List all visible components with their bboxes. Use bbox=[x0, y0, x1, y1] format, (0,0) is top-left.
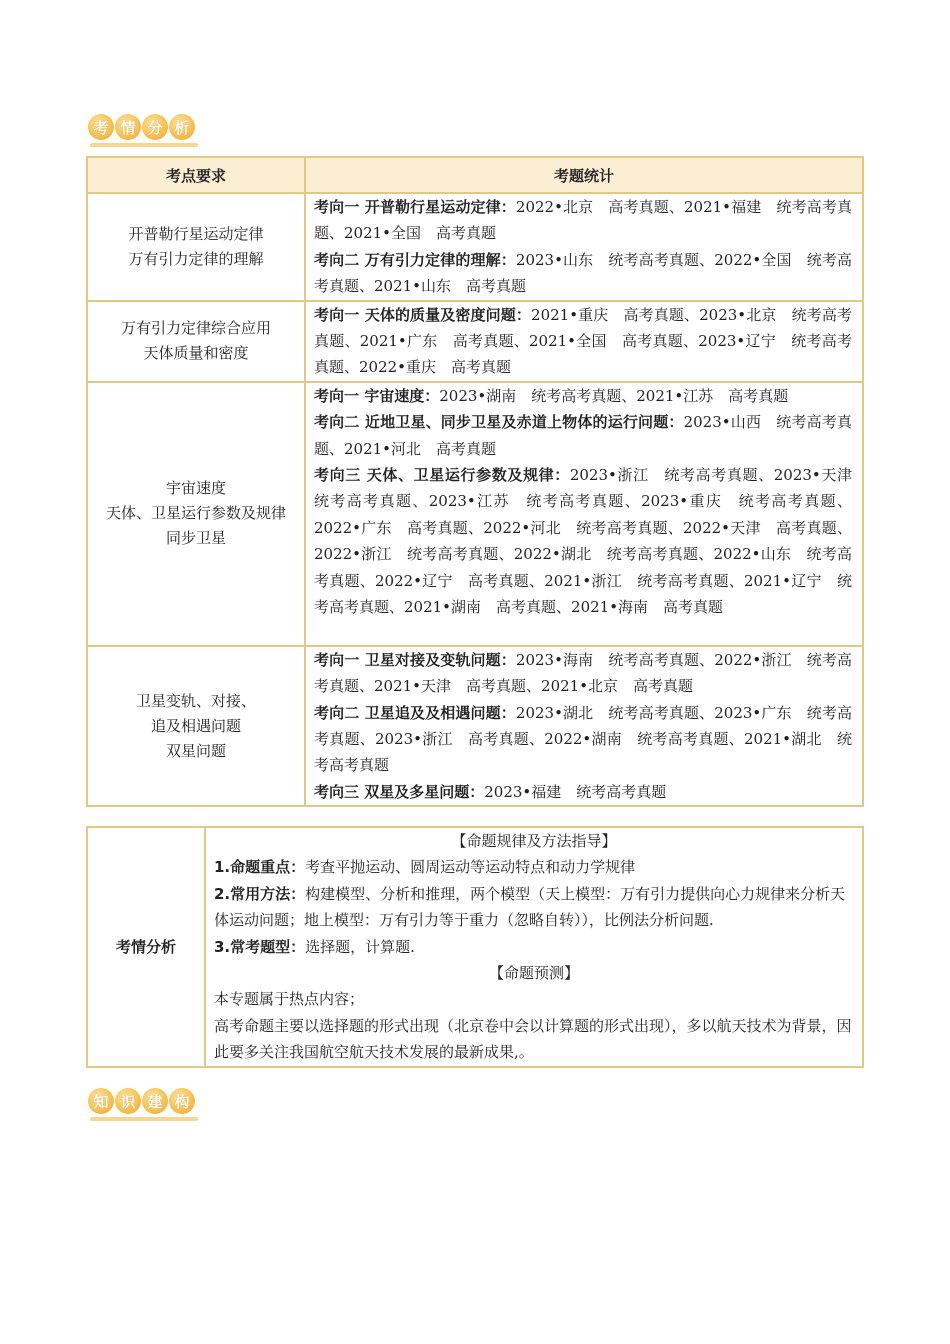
direction-text: 2023•浙江 统考高考真题、2023•天津 统考高考真题、2023•江苏 统考高考真题、2023•重庆 统考高考真题、2022•广东 高考真题、2022•河北 统考高考真题、2022•天津 高考真题、2022•浙江 统考高考真题、2022•湖北 统考高考真题、2022•山东 统考高考真题、2022•辽宁 高考真题、2021•浙江 统考高考真题、2021•辽宁 统考高考真题、2021•湖南 高考真题、2021•海南 高考真题 bbox=[314, 466, 868, 617]
requirement-line: 宇宙速度 bbox=[165, 479, 226, 498]
direction-label: 考向一 宇宙速度： bbox=[314, 386, 440, 405]
exam-direction bbox=[314, 247, 852, 300]
heading-analysis bbox=[88, 114, 196, 140]
paragraph-label: 2.常用方法： bbox=[214, 884, 306, 903]
heading-knowledge-char: 知 bbox=[88, 1088, 114, 1114]
heading-underline bbox=[90, 143, 198, 147]
analysis-paragraph: 高考命题主要以选择题的形式出现（北京卷中会以计算题的形式出现），多以航天技术为背景，因此要多关注我国航空航天技术发展的最新成果,。 bbox=[214, 1016, 852, 1062]
direction-label: 考向二 卫星追及及相遇问题： bbox=[314, 703, 516, 722]
heading-analysis-char: 分 bbox=[142, 114, 168, 140]
statistics-cell bbox=[305, 382, 868, 646]
analysis-paragraph bbox=[214, 934, 854, 960]
requirement-cell bbox=[87, 193, 305, 301]
table-header-row bbox=[87, 157, 863, 193]
exam-direction bbox=[314, 779, 852, 805]
requirement-line: 万有引力定律综合应用 bbox=[120, 319, 271, 338]
requirement-line: 万有引力定律的理解 bbox=[128, 249, 264, 268]
section-title: 【命题规律及方法指导】 bbox=[451, 832, 617, 850]
exam-direction bbox=[314, 700, 852, 779]
direction-label: 考向三 天体、卫星运行参数及规律： bbox=[314, 466, 570, 485]
section-title: 【命题预测】 bbox=[488, 964, 579, 983]
analysis-paragraph bbox=[214, 854, 854, 880]
paragraph-text: 选择题，计算题. bbox=[305, 937, 415, 956]
requirement-line: 天体、卫星运行参数及规律 bbox=[105, 504, 286, 523]
direction-label: 考向一 开普勒行星运动定律： bbox=[314, 198, 516, 216]
statistics-cell bbox=[305, 646, 863, 806]
direction-text: 2023•山东 统考高考真题、2022•全国 统考高考真题、2021•山东 高考真题 bbox=[314, 250, 852, 296]
direction-text: 2023•湖北 统考高考真题、2023•广东 统考高考真题、2023•浙江 高考真题、2022•湖南 统考高考真题、2021•湖北 统考高考真题 bbox=[314, 703, 852, 775]
column-header-requirements: 考点要求 bbox=[87, 157, 305, 193]
requirement-line: 卫星变轨、对接、 bbox=[135, 691, 256, 710]
requirement-cell bbox=[87, 382, 305, 646]
paragraph-label: 1.命题重点： bbox=[214, 858, 306, 877]
heading-analysis-char: 考 bbox=[88, 114, 114, 140]
direction-label: 考向二 近地卫星、同步卫星及赤道上物体的运行问题： bbox=[314, 413, 684, 432]
column-header-statistics: 考题统计 bbox=[305, 157, 863, 193]
direction-text: 2021•重庆 高考真题、2023•北京 统考高考真题、2021•广东 高考真题、2021•全国 高考真题、2023•辽宁 统考高考真题、2022•重庆 高考真题 bbox=[314, 305, 852, 377]
requirement-cell bbox=[87, 301, 305, 382]
requirement-line: 双星问题 bbox=[165, 741, 226, 760]
direction-text: 2023•海南 统考高考真题、2022•浙江 统考高考真题、2021•天津 高考真题、2021•北京 高考真题 bbox=[314, 650, 852, 696]
direction-label: 考向一 天体的质量及密度问题： bbox=[314, 305, 532, 324]
analysis-table bbox=[86, 826, 864, 1068]
direction-text: 2023•福建 统考高考真题 bbox=[484, 782, 667, 801]
table-row bbox=[87, 193, 863, 301]
table-row bbox=[87, 382, 863, 646]
exam-direction bbox=[314, 383, 852, 409]
direction-label: 考向一 卫星对接及变轨问题： bbox=[314, 650, 516, 669]
heading-knowledge bbox=[88, 1088, 196, 1114]
statistics-cell bbox=[305, 193, 863, 301]
heading-knowledge-char: 识 bbox=[115, 1088, 141, 1114]
heading-underline bbox=[90, 1117, 198, 1121]
exam-statistics-table bbox=[86, 156, 868, 807]
direction-text: 2023•山西 统考高考真题、2021•河北 高考真题 bbox=[314, 413, 852, 458]
direction-text: 2022•北京 高考真题、2021•福建 统考高考真题、2021•全国 高考真题 bbox=[314, 198, 852, 243]
heading-analysis-char: 情 bbox=[115, 114, 141, 140]
direction-text: 2023•湖南 统考高考真题、2021•江苏 高考真题 bbox=[439, 386, 789, 405]
table-row bbox=[87, 301, 863, 382]
direction-label: 考向三 双星及多星问题： bbox=[314, 782, 485, 801]
exam-direction bbox=[314, 647, 852, 700]
exam-direction bbox=[314, 409, 852, 462]
paragraph-label: 3.常考题型： bbox=[214, 937, 306, 956]
paragraph-text: 构建模型、分析和推理，两个模型（天上模型：万有引力提供向心力规律来分析天体运动问题；地上模型：万有引力等于重力（忽略自转）），比例法分析问题. bbox=[214, 884, 846, 930]
statistics-cell bbox=[305, 301, 863, 382]
analysis-label: 考情分析 bbox=[87, 827, 205, 1067]
heading-knowledge-char: 构 bbox=[169, 1088, 195, 1114]
table-row bbox=[87, 646, 863, 806]
requirement-line: 追及相遇问题 bbox=[150, 716, 241, 735]
exam-direction bbox=[314, 194, 852, 247]
analysis-paragraph: 本专题属于热点内容； bbox=[214, 990, 365, 1009]
requirement-line: 开普勒行星运动定律 bbox=[128, 224, 264, 243]
analysis-content bbox=[205, 827, 863, 1067]
direction-label: 考向二 万有引力定律的理解： bbox=[314, 250, 516, 269]
analysis-paragraph bbox=[214, 881, 854, 934]
heading-knowledge-char: 建 bbox=[142, 1088, 168, 1114]
paragraph-text: 考查平抛运动、圆周运动等运动特点和动力学规律 bbox=[305, 858, 636, 877]
requirement-line: 天体质量和密度 bbox=[143, 344, 249, 363]
requirement-line: 同步卫星 bbox=[165, 529, 226, 548]
heading-analysis-char: 析 bbox=[169, 114, 195, 140]
exam-direction bbox=[314, 462, 868, 620]
table-row bbox=[87, 827, 863, 1067]
requirement-cell bbox=[87, 646, 305, 806]
exam-direction bbox=[314, 302, 852, 381]
